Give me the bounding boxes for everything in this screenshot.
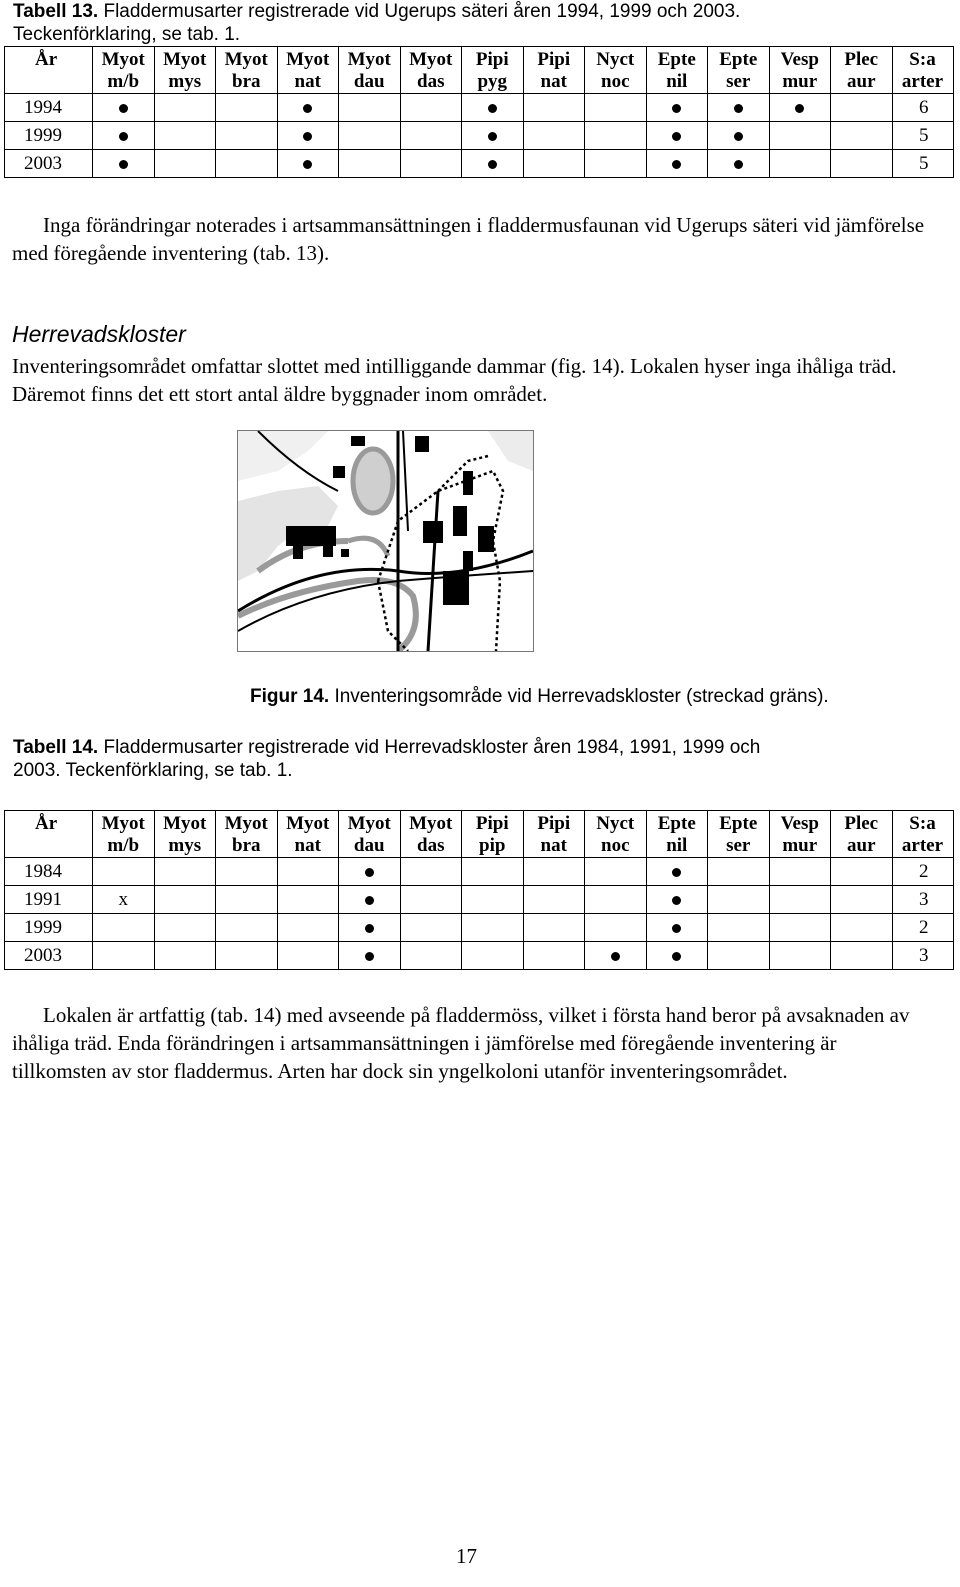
column-header	[216, 47, 278, 94]
species-cell	[339, 942, 401, 970]
column-header-line1: Pipi	[475, 813, 509, 834]
year-cell: 1991	[5, 886, 93, 914]
species-cell	[400, 122, 462, 150]
page-number: 17	[456, 1544, 477, 1568]
column-header-line2: noc	[601, 835, 630, 856]
year-cell: 1984	[5, 858, 93, 886]
presence-dot-icon	[365, 924, 374, 933]
column-header-line2: ser	[726, 71, 751, 92]
species-cell	[585, 886, 647, 914]
column-header	[646, 47, 708, 94]
column-header-line1: Myot	[163, 813, 207, 834]
total-cell: 5	[892, 122, 953, 150]
species-cell	[523, 914, 585, 942]
column-header	[154, 811, 216, 858]
species-cell	[523, 150, 585, 178]
table-row	[5, 150, 954, 178]
species-cell	[831, 94, 893, 122]
species-cell	[339, 150, 401, 178]
column-header-line2: nat	[540, 71, 567, 92]
species-cell	[216, 94, 278, 122]
table-row	[5, 94, 954, 122]
species-cell	[831, 858, 893, 886]
species-cell	[93, 886, 155, 914]
species-cell	[769, 942, 831, 970]
table13-header-row	[5, 47, 954, 94]
column-header	[400, 47, 462, 94]
year-cell: 2003	[5, 942, 93, 970]
species-cell	[831, 914, 893, 942]
column-header	[5, 47, 93, 94]
species-cell	[400, 150, 462, 178]
column-header-line1: Myot	[286, 49, 330, 70]
column-header-line2: das	[417, 835, 445, 856]
species-cell	[277, 122, 339, 150]
species-cell	[93, 914, 155, 942]
presence-dot-icon	[734, 104, 743, 113]
species-cell	[708, 150, 770, 178]
column-header-line2: pip	[479, 835, 506, 856]
table13-caption-text2: Teckenförklaring, se tab. 1.	[13, 24, 241, 45]
column-header-line2: aur	[847, 71, 876, 92]
column-header-line1: Pipi	[537, 813, 571, 834]
species-cell	[462, 150, 524, 178]
column-header-line2: dau	[353, 71, 385, 92]
column-header-line1: Myot	[101, 49, 145, 70]
column-header	[154, 47, 216, 94]
species-cell	[154, 942, 216, 970]
column-header-line1: S:a	[909, 49, 936, 70]
species-cell	[154, 94, 216, 122]
presence-dot-icon	[734, 132, 743, 141]
column-header-line1: Myot	[409, 49, 453, 70]
species-cell	[585, 858, 647, 886]
column-header-line1: Myot	[163, 49, 207, 70]
presence-dot-icon	[795, 104, 804, 113]
presence-mark: x	[118, 888, 128, 910]
column-header	[339, 47, 401, 94]
column-header-line2: m/b	[107, 71, 140, 92]
species-cell	[216, 122, 278, 150]
column-header-line2: arter	[901, 835, 944, 856]
species-cell	[277, 94, 339, 122]
presence-dot-icon	[365, 868, 374, 877]
presence-dot-icon	[672, 952, 681, 961]
column-header-line2: nat	[540, 835, 567, 856]
species-cell	[831, 150, 893, 178]
presence-dot-icon	[119, 132, 128, 141]
table-row	[5, 914, 954, 942]
column-header-line1: Myot	[101, 813, 145, 834]
year-cell: 2003	[5, 150, 93, 178]
column-header-line2: mys	[168, 835, 202, 856]
column-header	[277, 47, 339, 94]
year-cell: 1999	[5, 914, 93, 942]
column-header-line1: Epte	[657, 813, 696, 834]
presence-dot-icon	[119, 104, 128, 113]
column-header-line2: pyg	[477, 71, 508, 92]
species-cell	[400, 886, 462, 914]
column-header-line1: Vesp	[780, 813, 819, 834]
species-cell	[339, 122, 401, 150]
column-header	[523, 811, 585, 858]
column-header-line2: aur	[847, 835, 876, 856]
species-cell	[339, 94, 401, 122]
species-cell	[277, 858, 339, 886]
species-cell	[277, 150, 339, 178]
column-header	[585, 811, 647, 858]
species-cell	[462, 886, 524, 914]
total-cell: 5	[892, 150, 953, 178]
presence-dot-icon	[303, 160, 312, 169]
table13-caption	[13, 0, 740, 46]
species-cell	[831, 942, 893, 970]
species-cell	[216, 858, 278, 886]
species-cell	[523, 886, 585, 914]
species-cell	[646, 942, 708, 970]
presence-dot-icon	[672, 924, 681, 933]
column-header-line2: mys	[168, 71, 202, 92]
column-header-line2: nat	[294, 835, 321, 856]
species-cell	[400, 914, 462, 942]
presence-dot-icon	[672, 104, 681, 113]
table-row	[5, 942, 954, 970]
species-cell	[646, 122, 708, 150]
species-cell	[400, 858, 462, 886]
species-cell	[93, 858, 155, 886]
column-header-line1: Pipi	[475, 49, 509, 70]
column-header	[339, 811, 401, 858]
species-cell	[154, 150, 216, 178]
table13	[4, 46, 954, 178]
column-header-line2: dau	[353, 835, 385, 856]
species-cell	[769, 94, 831, 122]
column-header	[93, 47, 155, 94]
column-header-line1: Epte	[719, 813, 758, 834]
species-cell	[769, 914, 831, 942]
species-cell	[277, 942, 339, 970]
column-header	[585, 47, 647, 94]
column-header	[277, 811, 339, 858]
column-header-line2: das	[417, 71, 445, 92]
species-cell	[93, 122, 155, 150]
table14-caption-text: Fladdermusarter registrerade vid Herrevadskloster åren 1984, 1991, 1999 och	[98, 737, 761, 758]
species-cell	[462, 122, 524, 150]
presence-dot-icon	[672, 160, 681, 169]
species-cell	[523, 858, 585, 886]
presence-dot-icon	[672, 868, 681, 877]
column-header	[892, 811, 953, 858]
species-cell	[585, 914, 647, 942]
total-cell: 2	[892, 858, 953, 886]
species-cell	[339, 914, 401, 942]
column-header	[93, 811, 155, 858]
total-cell: 3	[892, 942, 953, 970]
column-header	[462, 811, 524, 858]
column-header-line1: Myot	[286, 813, 330, 834]
species-cell	[769, 150, 831, 178]
presence-dot-icon	[672, 132, 681, 141]
species-cell	[462, 858, 524, 886]
column-header-line1: Nyct	[596, 49, 635, 70]
species-cell	[708, 914, 770, 942]
column-header-line2: mur	[782, 71, 818, 92]
column-header-line2: ser	[726, 835, 751, 856]
species-cell	[339, 858, 401, 886]
column-header-line1: År	[35, 813, 58, 834]
species-cell	[277, 914, 339, 942]
column-header	[646, 811, 708, 858]
table14-header-row	[5, 811, 954, 858]
species-cell	[93, 150, 155, 178]
column-header-line2: bra	[232, 835, 261, 856]
species-cell	[462, 914, 524, 942]
presence-dot-icon	[303, 132, 312, 141]
presence-dot-icon	[365, 952, 374, 961]
column-header	[831, 811, 893, 858]
column-header-line2: nat	[294, 71, 321, 92]
species-cell	[216, 150, 278, 178]
species-cell	[708, 858, 770, 886]
species-cell	[708, 886, 770, 914]
species-cell	[93, 942, 155, 970]
species-cell	[708, 94, 770, 122]
column-header	[831, 47, 893, 94]
column-header	[708, 811, 770, 858]
column-header-line1: Myot	[224, 49, 268, 70]
presence-dot-icon	[734, 160, 743, 169]
column-header	[892, 47, 953, 94]
presence-dot-icon	[488, 104, 497, 113]
presence-dot-icon	[672, 896, 681, 905]
species-cell	[646, 94, 708, 122]
species-cell	[708, 942, 770, 970]
species-cell	[769, 858, 831, 886]
table13-caption-label: Tabell 13.	[13, 1, 99, 22]
column-header-line1: Epte	[719, 49, 758, 70]
figure14-map	[237, 430, 534, 652]
species-cell	[585, 122, 647, 150]
section-heading: Herrevadskloster	[12, 321, 186, 347]
presence-dot-icon	[488, 160, 497, 169]
species-cell	[216, 914, 278, 942]
figure14-label: Figur 14.	[250, 686, 330, 707]
paragraph-conclusion: Lokalen är artfattig (tab. 14) med avseende på fladdermöss, vilket i första hand beror på avsaknaden av ihåliga träd. Enda förändringen i artsammansättningen i jämförelse med föregående inventering är tillkomsten av stor fladdermus. Arten har dock sin yngelkoloni utanför inventeringsområdet.	[12, 1003, 910, 1083]
column-header-line2: mur	[782, 835, 818, 856]
presence-dot-icon	[303, 104, 312, 113]
species-cell	[154, 858, 216, 886]
column-header-line2: noc	[601, 71, 630, 92]
species-cell	[646, 914, 708, 942]
table13-caption-text: Fladdermusarter registrerade vid Ugerups säteri åren 1994, 1999 och 2003.	[98, 1, 741, 22]
column-header-line2: nil	[666, 835, 688, 856]
total-cell: 3	[892, 886, 953, 914]
species-cell	[216, 942, 278, 970]
presence-dot-icon	[365, 896, 374, 905]
figure14-text: Inventeringsområde vid Herrevadskloster (streckad gräns).	[329, 686, 829, 707]
column-header-line1: Plec	[844, 49, 879, 70]
species-cell	[93, 94, 155, 122]
species-cell	[646, 858, 708, 886]
column-header	[523, 47, 585, 94]
column-header	[400, 811, 462, 858]
column-header-line2: arter	[901, 71, 944, 92]
species-cell	[400, 942, 462, 970]
column-header-line1: Nyct	[596, 813, 635, 834]
column-header-line1: Myot	[347, 813, 391, 834]
table14-caption-label: Tabell 14.	[13, 737, 99, 758]
species-cell	[646, 886, 708, 914]
species-cell	[523, 122, 585, 150]
species-cell	[585, 94, 647, 122]
species-cell	[154, 122, 216, 150]
column-header	[769, 47, 831, 94]
species-cell	[769, 122, 831, 150]
table-row	[5, 886, 954, 914]
table14-caption	[13, 736, 760, 782]
table14-caption-text2: 2003. Teckenförklaring, se tab. 1.	[13, 760, 293, 781]
column-header-line1: Myot	[347, 49, 391, 70]
column-header-line1: S:a	[909, 813, 936, 834]
table14	[4, 810, 954, 970]
species-cell	[523, 94, 585, 122]
year-cell: 1999	[5, 122, 93, 150]
species-cell	[646, 150, 708, 178]
species-cell	[769, 886, 831, 914]
presence-dot-icon	[119, 160, 128, 169]
species-cell	[216, 886, 278, 914]
species-cell	[585, 942, 647, 970]
species-cell	[154, 886, 216, 914]
column-header-line1: Pipi	[537, 49, 571, 70]
species-cell	[462, 942, 524, 970]
paragraph-herrevadskloster: Inventeringsområdet omfattar slottet med intilliggande dammar (fig. 14). Lokalen hyser inga ihåliga träd. Däremot finns det ett stort antal äldre byggnader inom området.	[12, 354, 897, 406]
species-cell	[708, 122, 770, 150]
column-header	[769, 811, 831, 858]
column-header-line2: m/b	[107, 835, 140, 856]
map-drawing	[238, 431, 533, 651]
presence-dot-icon	[611, 952, 620, 961]
species-cell	[523, 942, 585, 970]
total-cell: 6	[892, 94, 953, 122]
column-header-line1: Epte	[657, 49, 696, 70]
column-header	[708, 47, 770, 94]
species-cell	[277, 886, 339, 914]
column-header-line1: Myot	[224, 813, 268, 834]
species-cell	[585, 150, 647, 178]
column-header-line1: Vesp	[780, 49, 819, 70]
species-cell	[154, 914, 216, 942]
species-cell	[831, 122, 893, 150]
column-header-line2: nil	[666, 71, 688, 92]
column-header-line2: bra	[232, 71, 261, 92]
column-header	[462, 47, 524, 94]
species-cell	[831, 886, 893, 914]
total-cell: 2	[892, 914, 953, 942]
species-cell	[400, 94, 462, 122]
column-header	[216, 811, 278, 858]
paragraph-ugerups: Inga förändringar noterades i artsammansättningen i fladdermusfaunan vid Ugerups säteri vid jämförelse med föregående inventering (tab. 13).	[12, 213, 925, 265]
species-cell	[339, 886, 401, 914]
table-row	[5, 858, 954, 886]
column-header	[5, 811, 93, 858]
year-cell: 1994	[5, 94, 93, 122]
table-row	[5, 122, 954, 150]
presence-dot-icon	[488, 132, 497, 141]
column-header-line1: År	[35, 49, 58, 70]
species-cell	[462, 94, 524, 122]
column-header-line1: Plec	[844, 813, 879, 834]
column-header-line1: Myot	[409, 813, 453, 834]
figure14-caption	[250, 686, 829, 708]
